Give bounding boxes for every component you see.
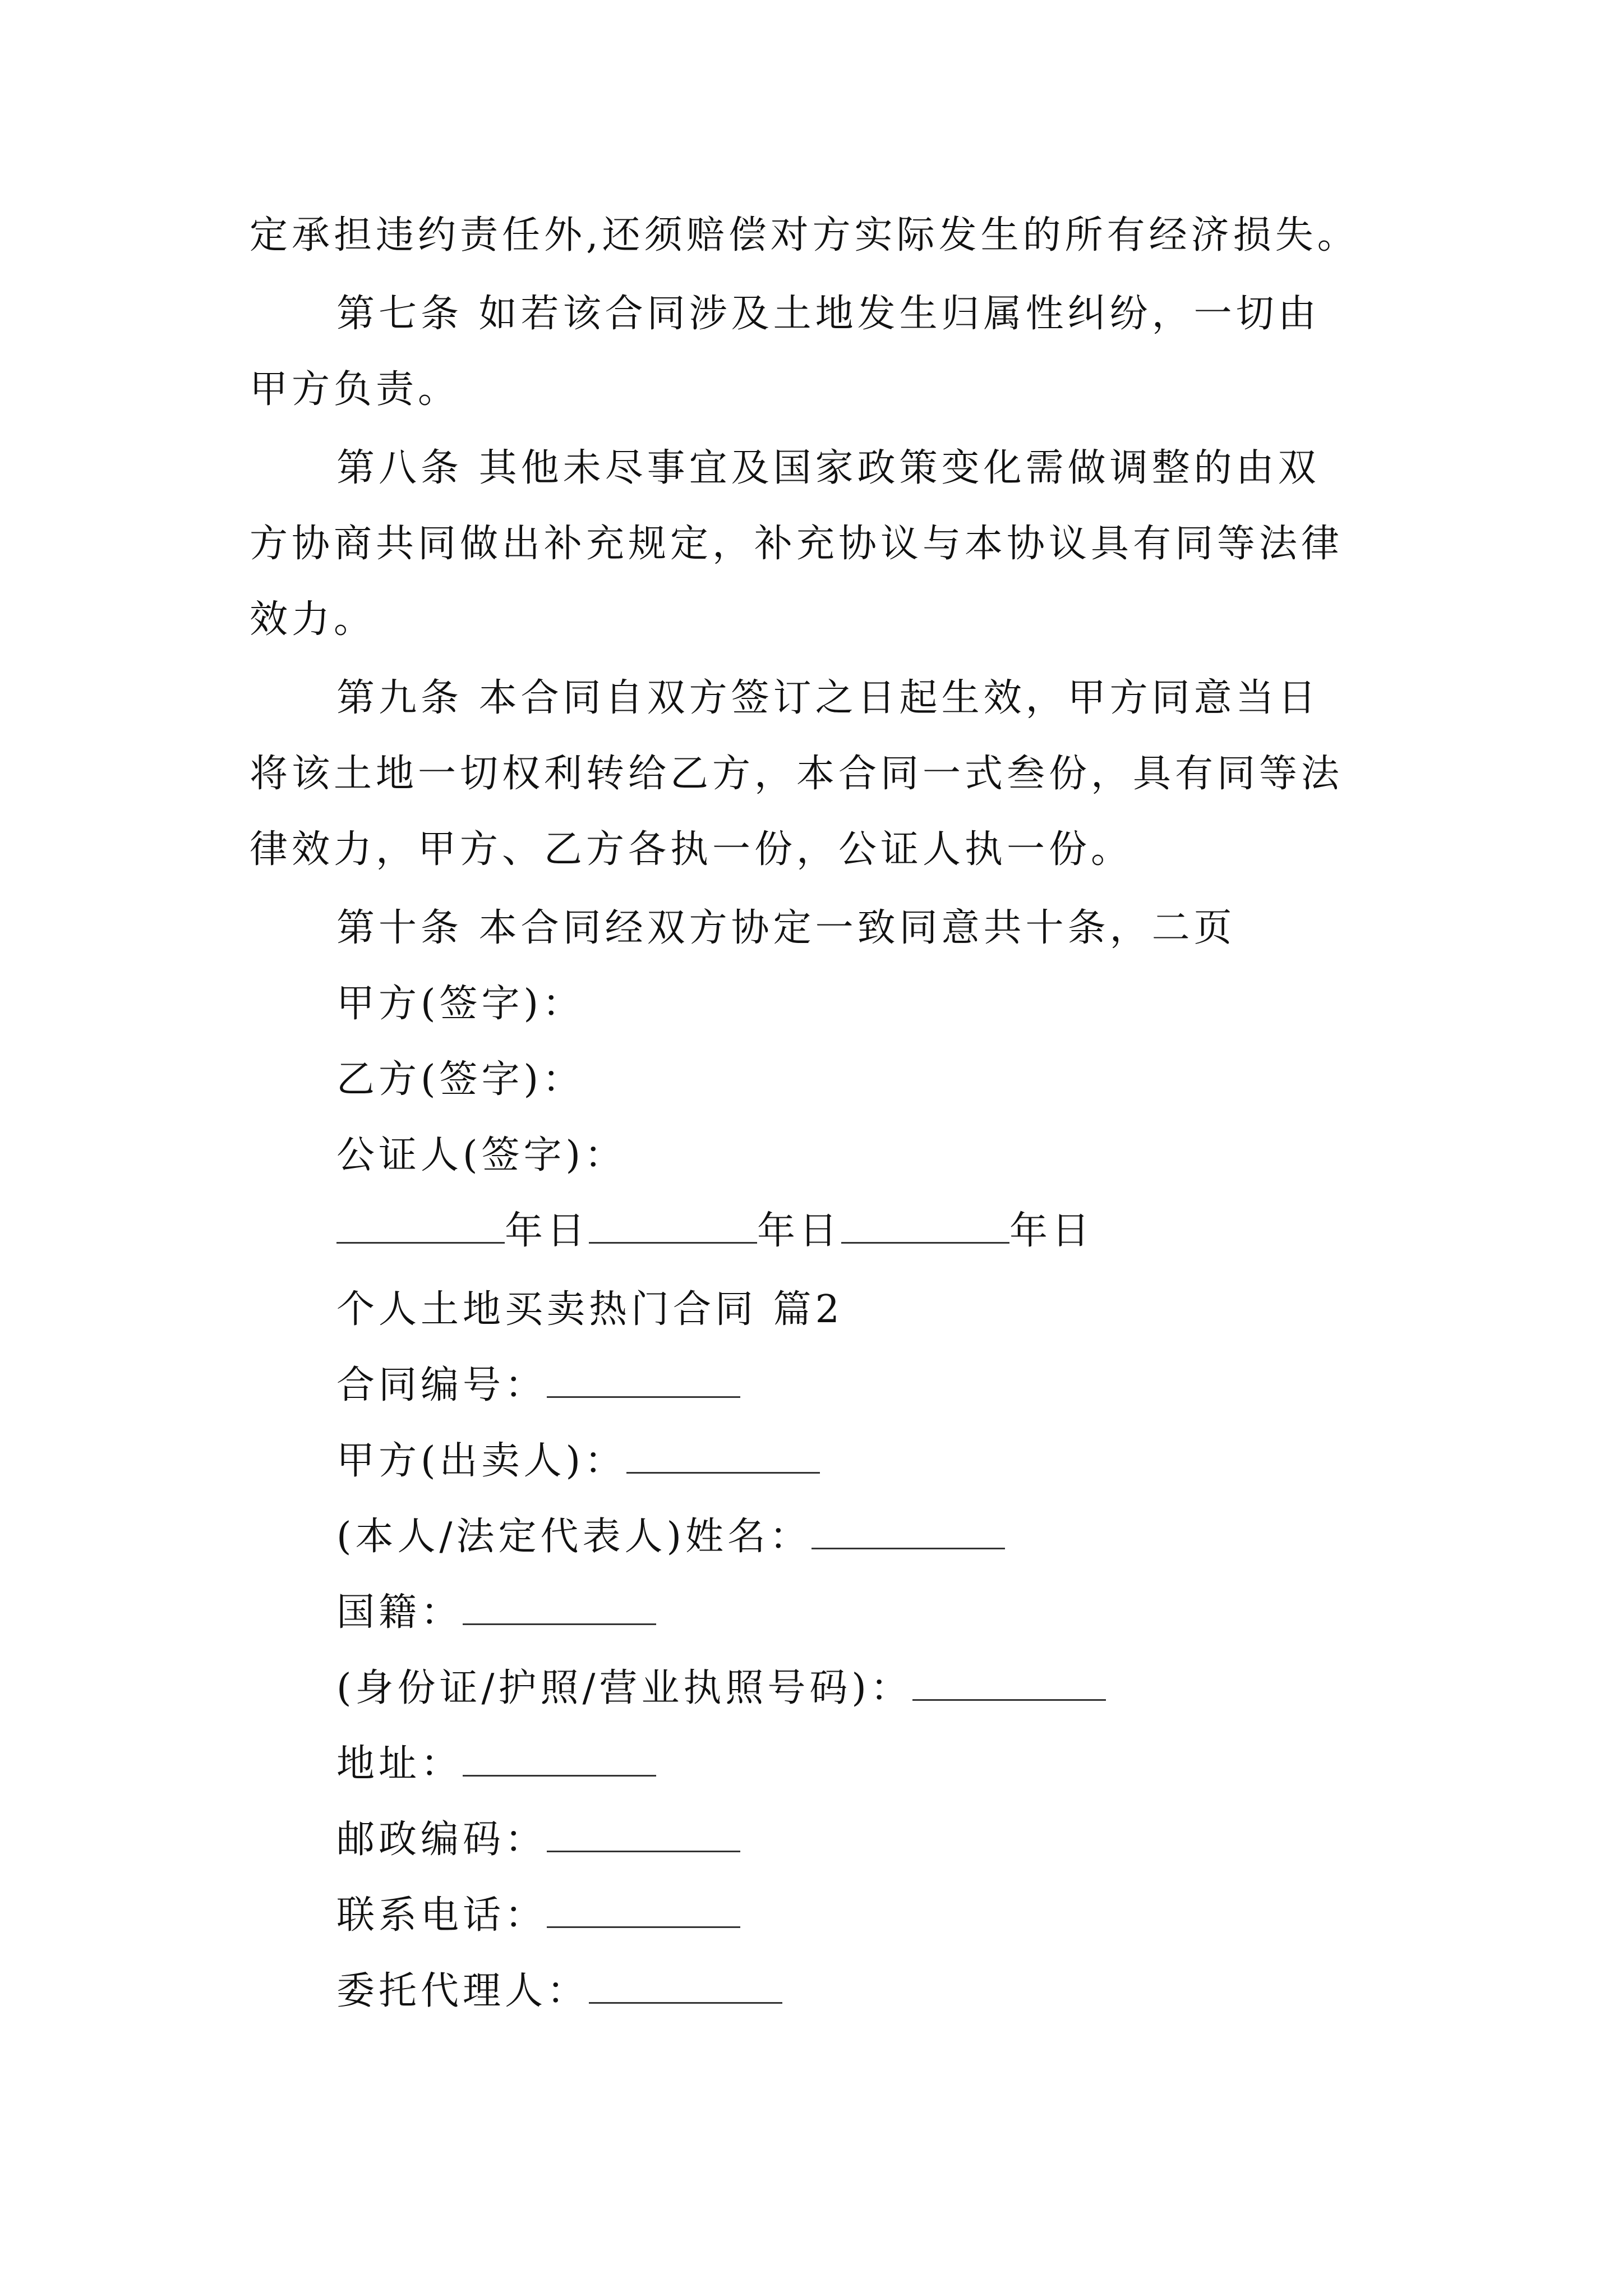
- date-blank-1[interactable]: [336, 1207, 505, 1244]
- address-label: 地址：: [336, 1742, 463, 1786]
- article-9-line-1: 第九条 本合同自双方签订之日起生效，甲方同意当日: [336, 676, 1320, 720]
- date-blank-3[interactable]: [841, 1207, 1009, 1244]
- agent-label: 委托代理人：: [336, 1969, 589, 2013]
- agent-row: [336, 1966, 782, 2017]
- article-8-line-3: 效力。: [250, 597, 376, 642]
- name-label: (本人/法定代表人)姓名：: [336, 1515, 811, 1559]
- date-blank-2[interactable]: [589, 1207, 757, 1244]
- phone-label: 联系电话：: [336, 1893, 547, 1938]
- date-label-3: 年日: [1009, 1209, 1094, 1253]
- phone-row: [336, 1890, 740, 1941]
- contract-number-row: [336, 1360, 740, 1411]
- name-blank[interactable]: [811, 1513, 1005, 1549]
- paragraph-line: 定承担违约责任外,还须赔偿对方实际发生的所有经济损失。: [250, 213, 1359, 257]
- section-title: 个人土地买卖热门合同 篇2: [336, 1287, 843, 1332]
- date-label-1: 年日: [505, 1209, 589, 1253]
- party-b-signature-label: 乙方(签字)：: [336, 1057, 585, 1102]
- seller-blank[interactable]: [626, 1437, 820, 1474]
- date-label-2: 年日: [757, 1209, 842, 1253]
- article-7-line-2: 甲方负责。: [250, 367, 460, 412]
- id-number-row: [336, 1663, 1106, 1714]
- nationality-label: 国籍：: [336, 1590, 463, 1635]
- article-9-line-3: 律效力，甲方、乙方各执一份，公证人执一份。: [250, 827, 1133, 872]
- postal-code-blank[interactable]: [547, 1816, 740, 1852]
- contract-number-blank[interactable]: [547, 1361, 740, 1398]
- nationality-row: [336, 1588, 656, 1638]
- agent-blank[interactable]: [589, 1967, 782, 2004]
- party-a-signature-label: 甲方(签字)：: [336, 982, 585, 1026]
- address-row: [336, 1739, 656, 1789]
- date-line: [336, 1206, 1094, 1257]
- phone-blank[interactable]: [547, 1892, 740, 1928]
- seller-label: 甲方(出卖人)：: [336, 1439, 627, 1483]
- postal-code-label: 邮政编码：: [336, 1818, 547, 1862]
- article-8-line-2: 方协商共同做出补充规定，补充协议与本协议具有同等法律: [250, 522, 1344, 566]
- id-number-blank[interactable]: [912, 1664, 1106, 1701]
- article-8-line-1: 第八条 其他未尽事宜及国家政策变化需做调整的由双: [336, 446, 1320, 490]
- seller-row: [336, 1436, 820, 1487]
- postal-code-row: [336, 1815, 740, 1865]
- article-9-line-2: 将该土地一切权利转给乙方，本合同一式叁份，具有同等法: [250, 752, 1344, 796]
- notary-signature-label: 公证人(签字)：: [336, 1133, 627, 1177]
- name-row: [336, 1512, 1005, 1562]
- article-10-line: 第十条 本合同经双方协定一致同意共十条，二页: [336, 906, 1236, 950]
- nationality-blank[interactable]: [463, 1589, 656, 1625]
- article-7-line-1: 第七条 如若该合同涉及土地发生归属性纠纷，一切由: [336, 292, 1320, 336]
- id-number-label: (身份证/护照/营业执照号码)：: [336, 1666, 912, 1710]
- address-blank[interactable]: [463, 1740, 656, 1777]
- contract-number-label: 合同编号：: [336, 1363, 547, 1407]
